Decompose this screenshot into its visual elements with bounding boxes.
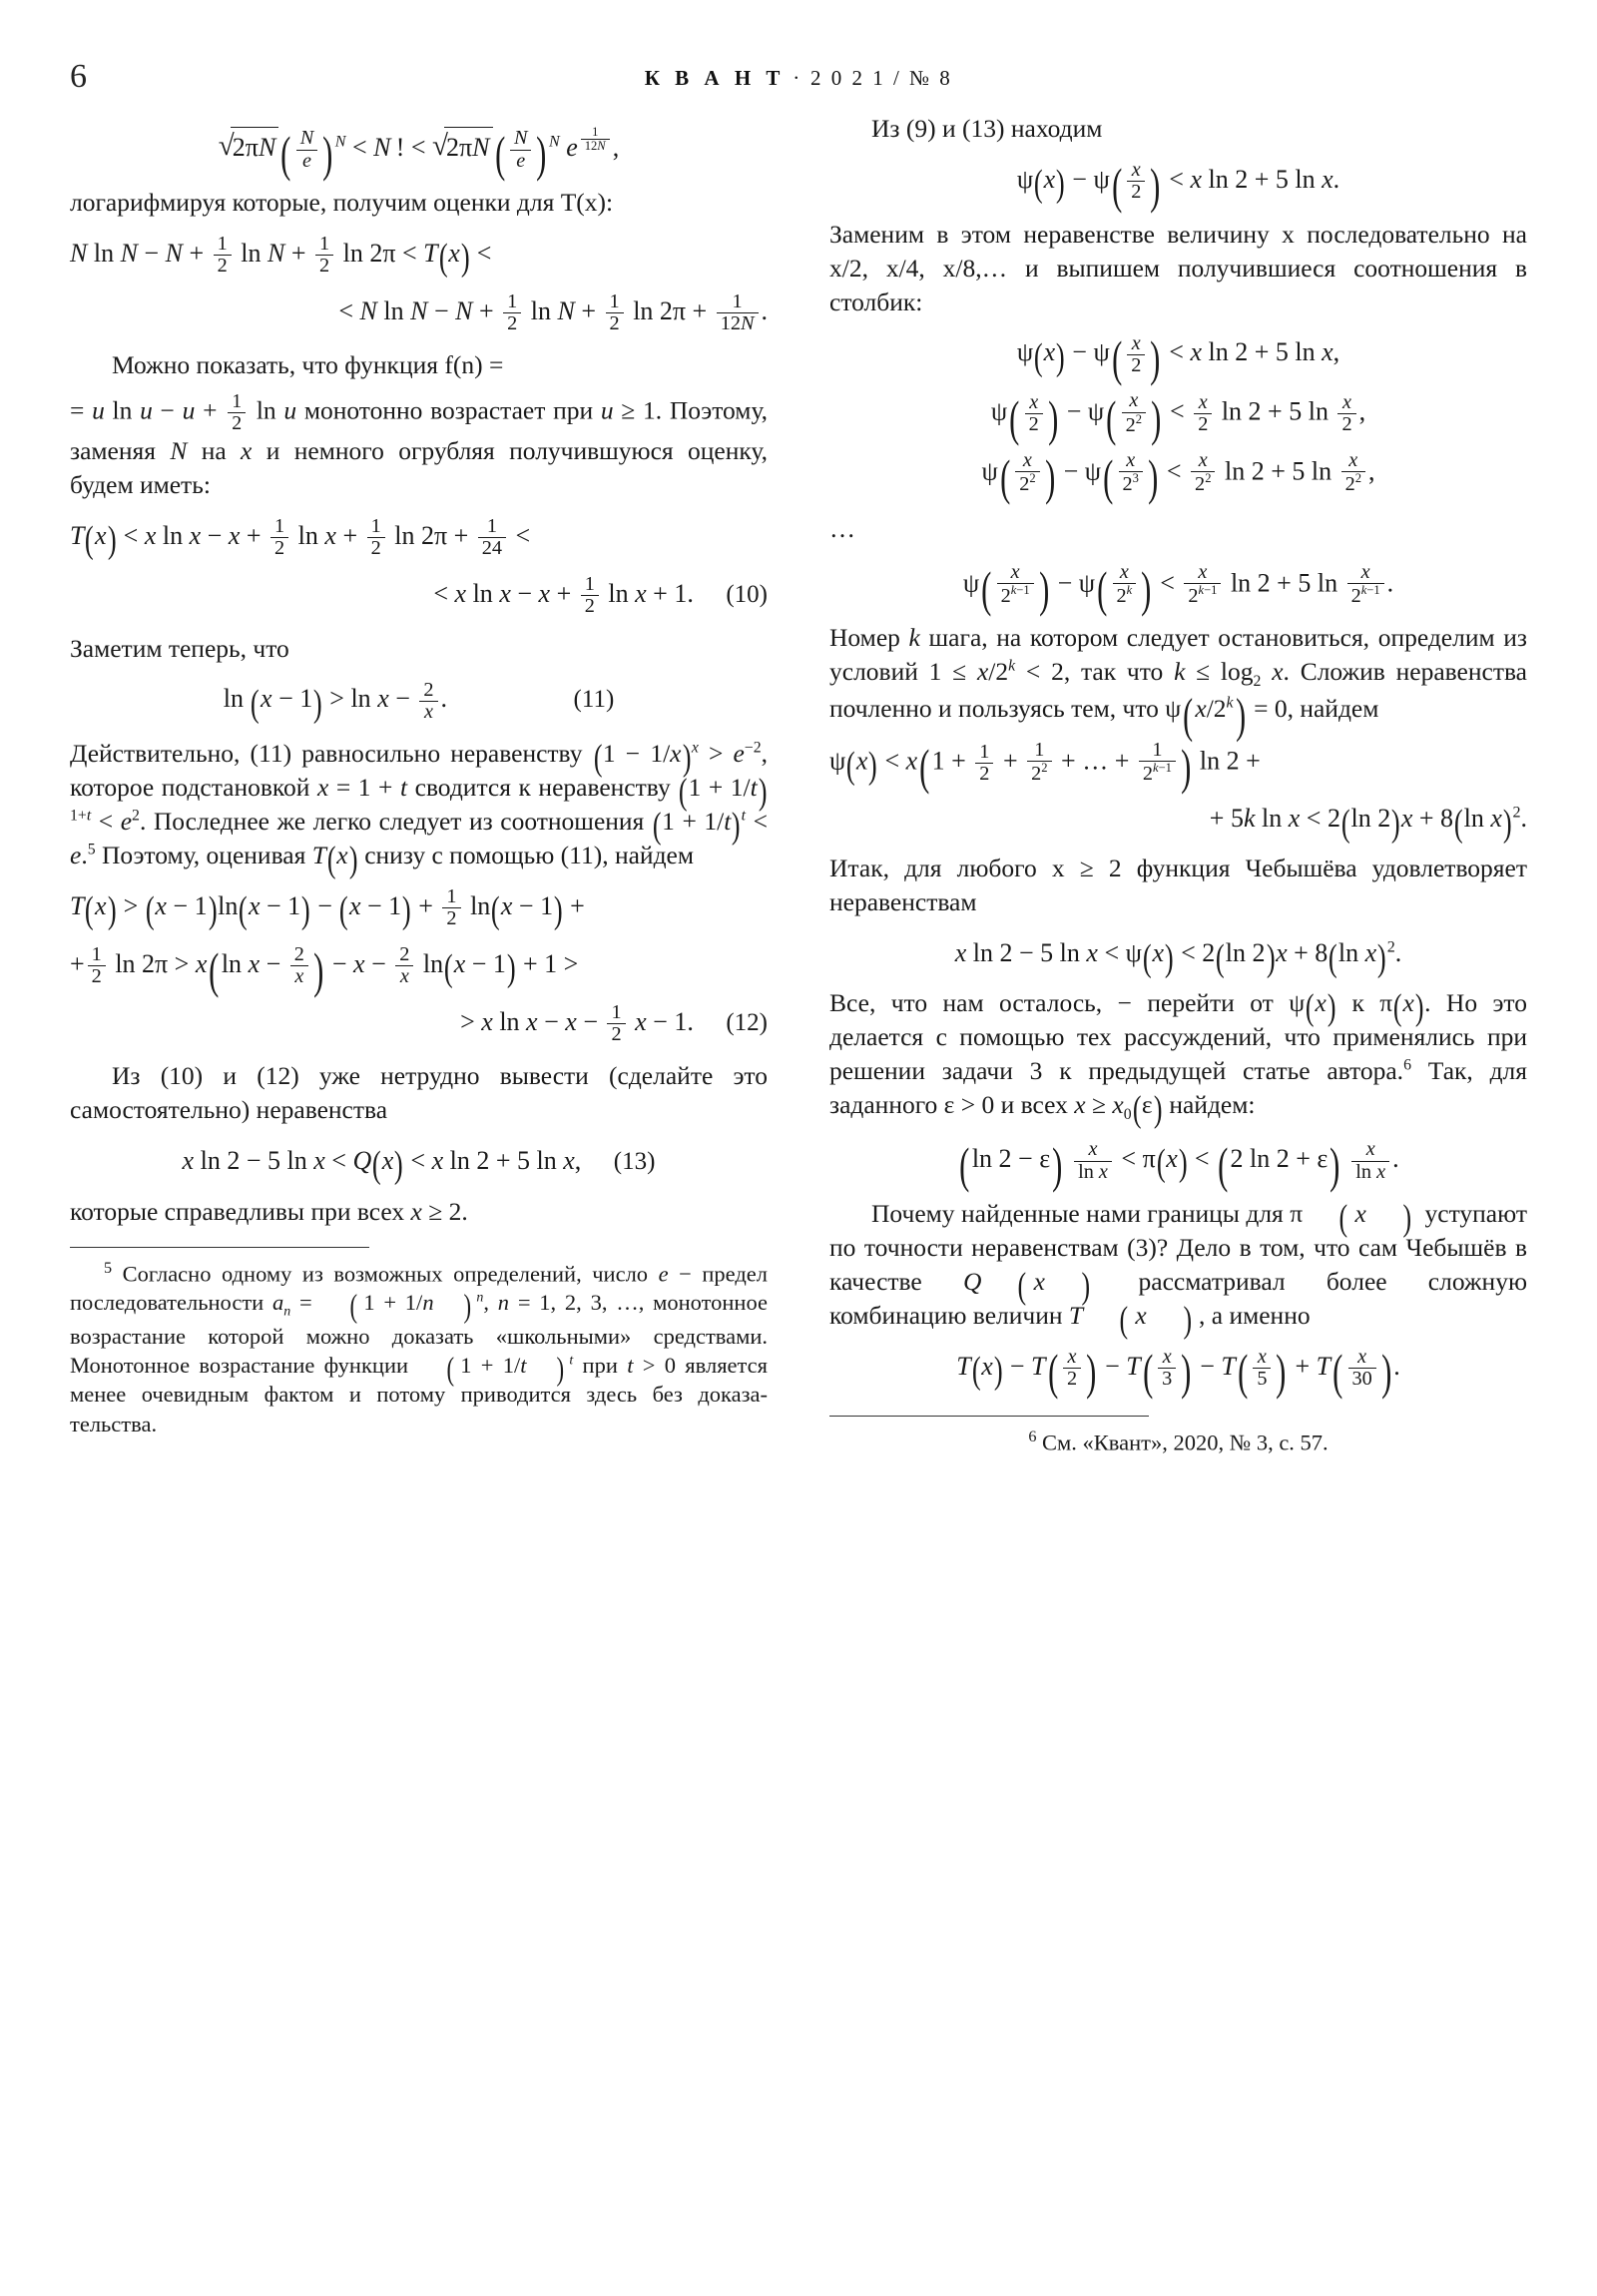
- paragraph-step-number-k: Номер k шага, на котором следует остановиться, определим из условий $1 \le x/2^k < 2$, так что $k \le \log_2 x$. Сложив неравенства почленно и пользуясь тем, что $\psi(x/2^k) = 0$, найдем: [829, 623, 1527, 743]
- footnote-rule: [70, 1247, 369, 1248]
- equation-12-part3: > x ln x − x − $\frac{1}{2}$ x − 1. (12): [460, 1000, 768, 1046]
- equation-12-number: (12): [726, 1008, 768, 1036]
- equation-12-part2: + $\frac{1}{2}$ ln 2π > x(ln x − $\frac{2}{x}$ ) − x − $\frac{2}{x}$ ln(x − 1) + 1 >: [70, 942, 579, 998]
- paragraph-derive-13: Из (10) и (12) уже нетрудно вывести (сделайте это самостоятельно) неравенства: [70, 1061, 768, 1125]
- footnote-6-marker: 6: [1028, 1428, 1037, 1446]
- paragraph-proof-11: Действительно, (11) равносильно неравенству $(1 - 1/x)^x > e^{-2}$, которое подстановкой x = 1 + t сводится к неравенству $(1 + 1/t)^{1+t} < e^2$. Последнее же легко следует из соотношения $(1 + 1/t)^t < e.^5$ Поэтому, оценивая T(x) снизу с помощью (11), найдем: [70, 737, 768, 880]
- issue-label: 2 0 2 1 / № 8: [809, 66, 953, 90]
- equation-chebyshev: x ln 2 − 5 ln x < ψ(x) < 2(ln 2)x + 8(ln x)$^2$.: [954, 936, 1402, 979]
- equation-stack-3: ψ( $\frac{x}{2^2}$ ) − ψ( $\frac{x}{2^3}$ ) < $\frac{x}{2^2}$ ln 2 + 5 ln $\frac{x}{2^2}$ ,: [981, 448, 1375, 505]
- equation-sum-part2: + 5k ln x < 2(ln 2)x + 8(ln x)$^2$.: [1209, 802, 1527, 845]
- paragraph-from-9-13: Из (9) и (13) находим: [871, 114, 1103, 143]
- footnote-6-text: См. «Квант», 2020, № 3, с. 57.: [1042, 1430, 1329, 1455]
- equation-11-number: (11): [573, 686, 615, 714]
- paragraph-monotone-b: = u ln u − u + $\frac{1}{2}$ ln u монотонно возрастает при u ≥ 1. Поэтому, заменяя N на x и немного огрубляя получившуюся оценку, будем иметь:: [70, 390, 769, 499]
- paragraph-monotone-a: [70, 348, 768, 382]
- equation-stack-2: ψ( $\frac{x}{2}$ ) − ψ( $\frac{x}{2^2}$ ) < $\frac{x}{2}$ ln 2 + 5 ln $\frac{x}{2}$ ,: [990, 389, 1366, 446]
- footnote-6: [829, 1427, 1527, 1457]
- paragraph-why-bounds-weaker: Почему найденные нами границы для π ( x ) уступают по точности неравенствам (3)? Дело в том, что сам Чебышёв в качестве Q ( x ) рассматривал более сложную комбинацию величин T ( x ) , а именно: [829, 1197, 1527, 1340]
- equation-psi-first: ψ(x) − ψ( $\frac{x}{2}$ ) < x ln 2 + 5 ln x.: [1016, 158, 1340, 214]
- equation-11: ln (x − 1) > ln x − $\frac{2}{x}$ . (11): [223, 678, 615, 725]
- equation-13: x ln 2 − 5 ln x < Q(x) < x ln 2 + 5 ln x, (13): [182, 1144, 656, 1187]
- equation-stirling: √ 2πN ( $\frac{N}{e}$ ) $^N$ < N ! < √ 2πN ( $\frac{N}{e}$ ) $^N$ e $^{\frac{1}{12N}}$ ,: [70, 126, 768, 172]
- footnote-rule-right: [829, 1416, 1149, 1417]
- paragraph-monotone-a-text: Можно показать, что функция f(n) =: [112, 350, 504, 380]
- page-number: 6: [70, 58, 87, 95]
- equation-pi-bounds: (ln 2 − ε) $\frac{x}{\text{ln x}}$ < π(x) < (2 ln 2 + ε) $\frac{x}{\text{ln x}}$ .: [959, 1137, 1399, 1193]
- equation-10-part1: T(x) < x ln x − x + $\frac{1}{2}$ ln x + $\frac{1}{2}$ ln 2π + $\frac{1}{24}$ <: [70, 515, 531, 562]
- equation-stack-ellipsis: …: [829, 513, 857, 543]
- equation-stack-k: ψ( $\frac{x}{2^{k-1}}$ ) − ψ( $\frac{x}{2^k}$ ) < $\frac{x}{2^{k-1}}$ ln 2 + 5 ln $\frac{x}{2^{k-1}}$ .: [962, 560, 1394, 618]
- two-column-body: [70, 112, 1527, 1457]
- footnote-5: $^5$ Согласно одному из возможных определений, число e − предел последовательности $a_n$ = ( 1 + 1/n ) $^n$, n = 1, 2, 3, …, монотонное возрастание которой можно доказать «школьными» средствами. Монотонное возрастание функции ( 1 + 1/t ) $^t$ при t > 0 является менее очевидным фактом и потому приводится здесь без доказательства.: [70, 1258, 768, 1436]
- equation-combination: T(x) − T( $\frac{x}{2}$ ) − T( $\frac{x}{3}$ ) − T( $\frac{x}{5}$ ) + T( $\frac{x}{30}$ ).: [956, 1345, 1400, 1401]
- equation-sum-part1: ψ(x) < x(1 + $\frac{1}{2}$ + $\frac{1}{2^2}$ + … + $\frac{1}{2^{k-1}}$ ) ln 2 +: [829, 739, 1261, 796]
- equation-T-bound-upper-part2: < N ln N − N + $\frac{1}{2}$ ln N + $\frac{1}{2}$ ln 2π + $\frac{1}{12N}$ .: [338, 289, 768, 335]
- paragraph-transition-pi: Все, что нам осталось, − перейти от ψ(x) к π(x). Но это делается с помощью тех рассуждений, что применялись при решении задачи 3 к предыдущей статье автора.$^6$ Так, для заданного ε > 0 и всех $x \ge x_0(\varepsilon)$ найдем:: [829, 986, 1528, 1130]
- equation-10-part2: < x ln x − x + $\frac{1}{2}$ ln x + 1. (10): [433, 572, 768, 618]
- runhead-separator: ·: [793, 66, 803, 90]
- running-head: [70, 66, 1527, 91]
- journal-name: К В А Н Т: [644, 66, 786, 90]
- equation-12-part1: T(x) > (x − 1)ln(x − 1) − (x − 1) + $\frac{1}{2}$ ln(x − 1) +: [70, 885, 585, 932]
- equation-10-number: (10): [726, 580, 768, 608]
- paragraph-chebyshev-result: Итак, для любого x ≥ 2 функция Чебышёва удовлетворяет неравенствам: [829, 854, 1527, 917]
- paragraph-note-now: Заметим теперь, что: [70, 633, 289, 663]
- left-column: [70, 112, 768, 1457]
- equation-T-bound-upper-part1: N ln N − N + $\frac{1}{2}$ ln N + $\frac{1}{2}$ ln 2π < T(x) <: [70, 233, 492, 280]
- paragraph-substitute: Заменим в этом неравенстве величину x последовательно на x/2, x/4, x/8,… и выпишем получившиеся соотношения в столбик:: [829, 219, 1527, 316]
- paragraph-valid-range: которые справедливы при всех x ≥ 2.: [70, 1196, 468, 1226]
- page-header: [70, 48, 1527, 108]
- equation-stack-1: ψ(x) − ψ( $\frac{x}{2}$ ) < x ln 2 + 5 ln x,: [1016, 331, 1340, 387]
- right-column: [829, 112, 1527, 1457]
- paragraph-log-estimates: логарифмируя которые, получим оценки для T(x):: [70, 187, 614, 217]
- footnote-5-marker: 5: [104, 1258, 113, 1277]
- equation-13-number: (13): [613, 1148, 656, 1176]
